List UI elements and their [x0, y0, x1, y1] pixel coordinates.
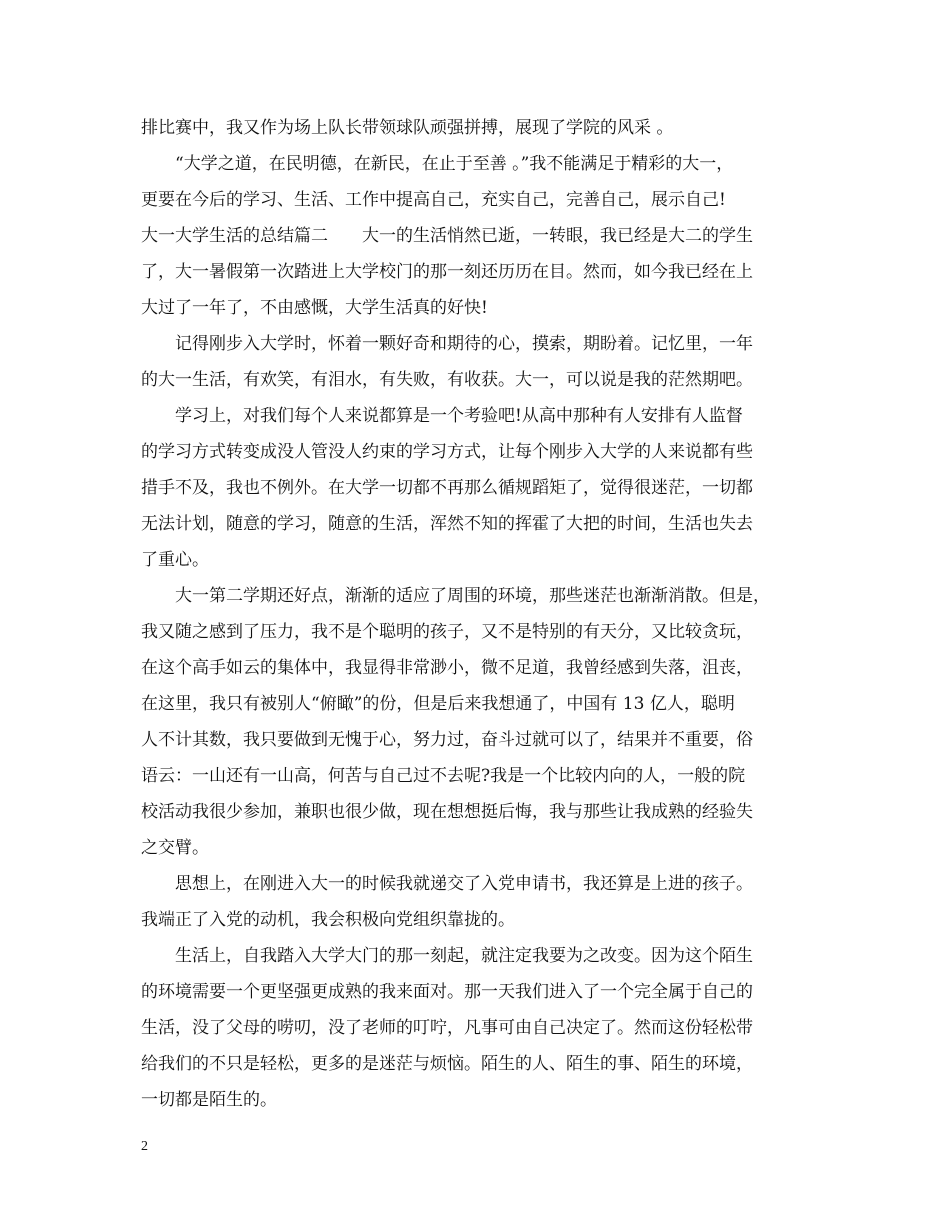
- text-line: 的学习方式转变成没人管没人约束的学习方式，让每个刚步入大学的人来说都有些: [141, 442, 753, 462]
- text-line: 记得刚步入大学时，怀着一颗好奇和期待的心，摸索，期盼着。记忆里，一年: [141, 334, 753, 354]
- text-line: 语云：一山还有一山高，何苦与自己过不去呢?我是一个比较内向的人，一般的院: [141, 766, 746, 786]
- text-line: 人不计其数，我只要做到无愧于心，努力过，奋斗过就可以了，结果并不重要，俗: [141, 730, 753, 750]
- text-line: 给我们的不只是轻松，更多的是迷茫与烦恼。陌生的人、陌生的事、陌生的环境，: [141, 1054, 753, 1074]
- text-line: 一切都是陌生的。: [141, 1090, 277, 1110]
- text-line: 生活，没了父母的唠叨，没了老师的叮咛，凡事可由自己决定了。然而这份轻松带: [141, 1018, 753, 1038]
- text-line: 更要在今后的学习、生活、工作中提高自己，充实自己，完善自己，展示自己!: [141, 190, 726, 210]
- text-line: 在这里，我只有被别人“俯瞰”的份，但是后来我想通了，中国有 13 亿人，聪明: [141, 694, 735, 714]
- text-line: 排比赛中，我又作为场上队长带领球队顽强拼搏，展现了学院的风采 。: [141, 118, 674, 138]
- text-line: “大学之道，在民明德，在新民，在止于至善 。”我不能满足于精彩的大一，: [141, 154, 734, 174]
- text-line: 思想上，在刚进入大一的时候我就递交了入党申请书，我还算是上进的孩子。: [141, 874, 753, 894]
- text-line: 生活上，自我踏入大学大门的那一刻起，就注定我要为之改变。因为这个陌生: [141, 946, 753, 966]
- text-line: 无法计划，随意的学习，随意的生活，浑然不知的挥霍了大把的时间，生活也失去: [141, 514, 753, 534]
- page-number: 2: [141, 1139, 148, 1154]
- text-line: 大过了一年了，不由感慨，大学生活真的好快!: [141, 298, 488, 318]
- text-line: 学习上，对我们每个人来说都算是一个考验吧!从高中那种有人安排有人监督: [141, 406, 743, 426]
- text-line: 了重心。: [141, 550, 209, 570]
- text-line: 措手不及，我也不例外。在大学一切都不再那么循规蹈矩了，觉得很迷茫，一切都: [141, 478, 753, 498]
- text-line: 在这个高手如云的集体中，我显得非常渺小，微不足道，我曾经感到失落，沮丧，: [141, 658, 753, 678]
- text-line: 的大一生活，有欢笑，有泪水，有失败，有收获。大一，可以说是我的茫然期吧。: [141, 370, 753, 390]
- text-line: 了，大一暑假第一次踏进上大学校门的那一刻还历历在目。然而，如今我已经在上: [141, 262, 753, 282]
- text-line: 我又随之感到了压力，我不是个聪明的孩子，又不是特别的有天分，又比较贪玩，: [141, 622, 753, 642]
- text-line: 之交臂。: [141, 838, 209, 858]
- section-heading-line: 大一大学生活的总结篇二 大一的生活悄然已逝，一转眼，我已经是大二的学生: [141, 226, 753, 246]
- text-line: 大一第二学期还好点，渐渐的适应了周围的环境，那些迷茫也渐渐消散。但是，: [141, 586, 770, 606]
- text-line: 的环境需要一个更坚强更成熟的我来面对。那一天我们进入了一个完全属于自己的: [141, 982, 753, 1002]
- text-line: 我端正了入党的动机，我会积极向党组织靠拢的。: [141, 910, 515, 930]
- text-line: 校活动我很少参加，兼职也很少做，现在想想挺后悔，我与那些让我成熟的经验失: [141, 802, 753, 822]
